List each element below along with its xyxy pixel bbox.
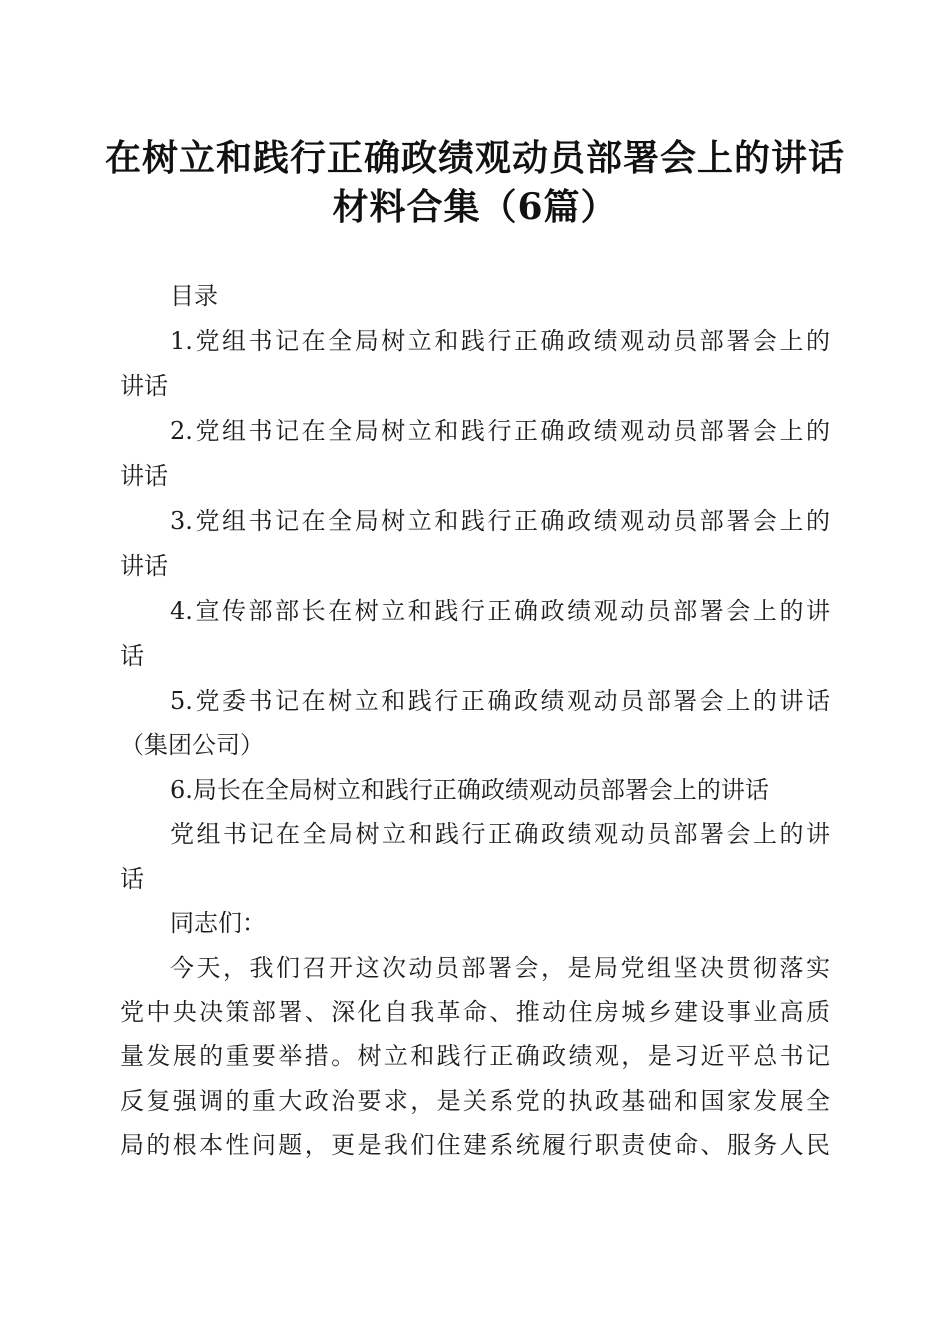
toc-item-4: 4.宣传部部长在树立和践行正确政绩观动员部署会上的讲 xyxy=(170,597,830,625)
toc-item-3: 3.党组书记在全局树立和践行正确政绩观动员部署会上的 xyxy=(170,507,830,535)
toc-item-2-continued: 讲话 xyxy=(120,462,168,490)
body-paragraph-line: 量发展的重要举措。树立和践行正确政绩观，是习近平总书记 xyxy=(120,1042,830,1070)
body-paragraph-line: 今天，我们召开这次动员部署会，是局党组坚决贯彻落实 xyxy=(170,954,830,982)
body-paragraph-line: 局的根本性问题，更是我们住建系统履行职责使命、服务人民 xyxy=(120,1131,830,1159)
toc-item-5-continued: （集团公司） xyxy=(120,731,264,759)
toc-item-1: 1.党组书记在全局树立和践行正确政绩观动员部署会上的 xyxy=(170,327,830,355)
document-title-line-2: 材料合集（6篇） xyxy=(332,186,618,228)
section-title: 党组书记在全局树立和践行正确政绩观动员部署会上的讲 xyxy=(170,820,830,848)
body-paragraph-line: 反复强调的重大政治要求，是关系党的执政基础和国家发展全 xyxy=(120,1087,830,1115)
toc-item-2: 2.党组书记在全局树立和践行正确政绩观动员部署会上的 xyxy=(170,417,830,445)
section-title-continued: 话 xyxy=(120,865,144,893)
toc-heading: 目录 xyxy=(170,282,218,310)
body-paragraph-line: 党中央决策部署、深化自我革命、推动住房城乡建设事业高质 xyxy=(120,998,830,1026)
greeting: 同志们： xyxy=(170,909,266,937)
toc-item-3-continued: 讲话 xyxy=(120,552,168,580)
document-title-line-1: 在树立和践行正确政绩观动员部署会上的讲话 xyxy=(104,137,845,179)
toc-item-5: 5.党委书记在树立和践行正确政绩观动员部署会上的讲话 xyxy=(170,687,830,715)
toc-item-1-continued: 讲话 xyxy=(120,372,168,400)
toc-item-6: 6.局长在全局树立和践行正确政绩观动员部署会上的讲话 xyxy=(170,776,769,804)
toc-item-4-continued: 话 xyxy=(120,642,144,670)
